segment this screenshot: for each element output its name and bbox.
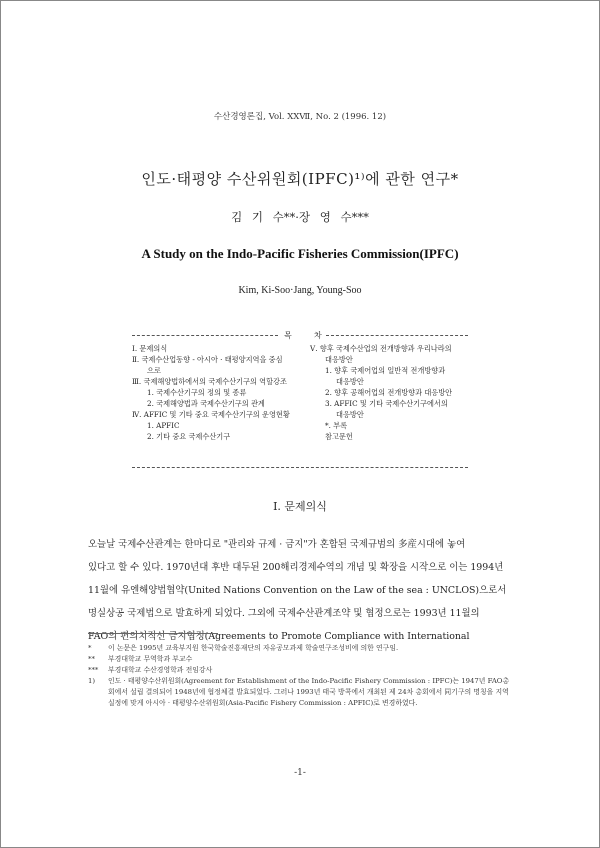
- toc-item: *. 부록: [325, 421, 348, 430]
- toc-item: Ⅱ. 국제수산업동향 - 아시아 · 태평양지역을 중심: [132, 355, 283, 364]
- footnote-text: 부경대학교 수산경영학과 전임강사: [108, 666, 213, 674]
- footnote: [88, 676, 512, 709]
- toc-item: 1. 향후 국제어업의 일반적 전개방향과: [325, 366, 446, 375]
- journal-citation: 수산경영론집, Vol. XXⅦ, No. 2 (1996. 12): [213, 112, 387, 122]
- footnote-mark: 1): [88, 677, 96, 685]
- toc-left-column: [132, 343, 322, 442]
- toc-item: Ⅲ. 국제해양법하에서의 국제수산기구의 역할강조: [132, 377, 287, 386]
- toc-divider-right: [326, 335, 468, 336]
- footnote-text: 인도 · 태평양수산위원회(Agreement for Establishment of the Indo-Pacific Fishery Commission : IPFC)는 1947년 FAO총회에서 설립 결의되어 1948년에 협정체결 발효되었다. 그러나 1993년 태국 방콕에서 개최된 제 24차 총회에서 同기구의 명칭을 지역실정에 맞게 아시아 · 태평양수산위원회(Asia-Pacific Fishery Commission : APFIC)로 변경하였다.: [108, 677, 510, 707]
- footnote: [88, 643, 512, 654]
- toc-right-column: [310, 343, 480, 442]
- body-paragraph: [88, 533, 512, 648]
- toc-item: 대응방안: [336, 410, 364, 419]
- toc-item: 2. 국제해양법과 국제수산기구의 관계: [147, 399, 265, 408]
- footnote-mark: *: [88, 644, 92, 652]
- toc-item: 대응방안: [325, 355, 353, 364]
- title-korean: 인도·태평양 수산위원회(IPFC)¹⁾에 관한 연구*: [141, 170, 459, 188]
- footnote-text: 부경대학교 무역학과 부교수: [108, 655, 193, 663]
- footnote-rule: [88, 633, 218, 634]
- body-line: 명실상공 국제법으로 발효하게 되었다. 그외에 국제수산관계조약 및 협정으로는 1993년 11월의: [88, 608, 480, 619]
- toc-item: 대응방안: [336, 377, 364, 386]
- toc-bottom-divider: [132, 467, 468, 468]
- toc-item: 으로: [147, 366, 161, 375]
- body-line: 11월에 유엔해양법협약(United Nations Convention on the Law of the sea : UNCLOS)으로서: [88, 585, 507, 596]
- toc-item: 참고문헌: [325, 432, 353, 441]
- toc-item: 1. 국제수산기구의 정의 및 종류: [147, 388, 247, 397]
- toc-item: Ⅳ. AFFIC 및 기타 중요 국제수산기구의 운영현황: [132, 410, 290, 419]
- footnote: [88, 654, 512, 665]
- toc-item: Ⅰ. 문제의식: [132, 344, 168, 353]
- authors-english: Kim, Ki-Soo·Jang, Young-Soo: [238, 285, 362, 296]
- footnote: [88, 665, 512, 676]
- toc-item: 2. 향후 공해어업의 전개방향과 대응방안: [325, 388, 453, 397]
- toc-item: 1. APFIC: [147, 421, 180, 430]
- toc-item: 2. 기타 중요 국제수산기구: [147, 432, 231, 441]
- page-number: -1-: [294, 768, 306, 778]
- section-heading: Ⅰ. 문제의식: [273, 500, 327, 513]
- footnote-text: 이 논문은 1995년 교육부지원 한국학술진흥재단의 자유공모과제 학술연구조성비에 의한 연구임.: [108, 644, 399, 652]
- authors-korean: 김 기 수**·장 영 수***: [231, 210, 369, 224]
- footnote-mark: **: [88, 655, 95, 663]
- title-english: A Study on the Indo-Pacific Fisheries Commission(IPFC): [141, 246, 459, 261]
- toc-item: 3. AFFIC 및 기타 국제수산기구에서의: [325, 399, 448, 408]
- body-line: FAO의 편의치적선 금지협정(Agreements to Promote Compliance with International: [88, 631, 470, 642]
- toc-heading-left: 목: [284, 331, 292, 340]
- body-line: 있다고 할 수 있다. 1970년대 후반 대두된 200해리경제수역의 개념 및 확장을 시작으로 이는 1994년: [88, 562, 504, 573]
- footnotes: [88, 643, 512, 709]
- footnote-mark: ***: [88, 666, 99, 674]
- toc-heading-right: 차: [314, 331, 322, 340]
- toc-item: Ⅴ. 향후 국제수산업의 전개방향과 우리나라의: [310, 344, 452, 353]
- toc-divider-left: [132, 335, 278, 336]
- body-line: 오늘날 국제수산관계는 한마디로 "관리와 규제 · 금지"가 혼합된 국제규범의 多産시대에 놓여: [88, 539, 466, 550]
